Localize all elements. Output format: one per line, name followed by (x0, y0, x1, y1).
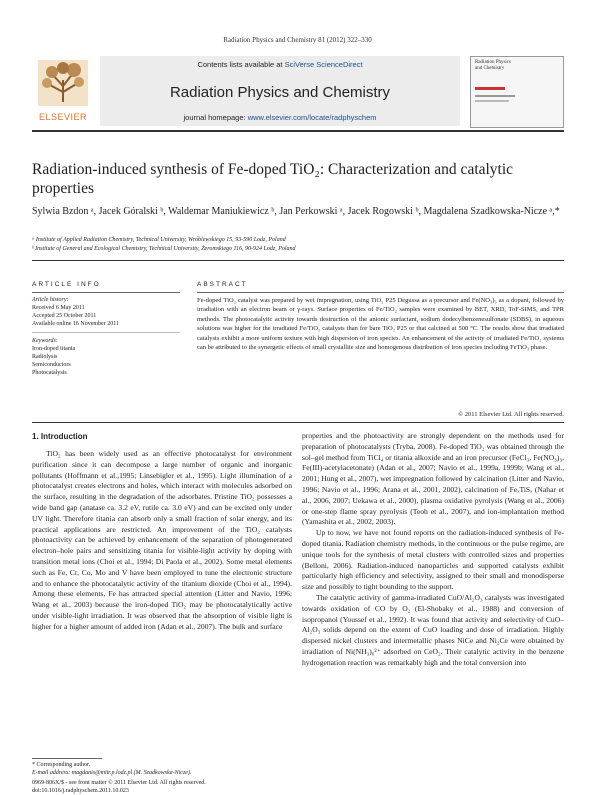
received-date: Received 6 May 2011 (32, 304, 182, 312)
keyword: Iron-doped titania (32, 345, 182, 353)
history-label: Article history: (32, 296, 182, 304)
journal-cover-thumbnail (470, 56, 564, 128)
publisher-name: ELSEVIER (32, 112, 94, 122)
info-rule (32, 292, 180, 293)
contents-line (100, 60, 460, 69)
abstract-copyright: © 2011 Elsevier Ltd. All rights reserved. (197, 411, 564, 418)
contents-prefix: Contents lists available at (197, 60, 284, 69)
issn-line: 0969-806X/$ - see front matter © 2011 Elsevier Ltd. All rights reserved. (32, 780, 332, 788)
keyword: Photocatalysis (32, 369, 182, 377)
body-column-left (32, 449, 292, 633)
issn-doi (32, 780, 332, 795)
article-info-heading: ARTICLE INFO (32, 281, 101, 288)
footnote (32, 761, 292, 777)
abstract-text: Fe-doped TiO₂ catalyst was prepared by wet impregnation, using TiO₂ P25 Degussa as a precursor and Fe(NO₃)₃ as a dopant, followed by irradiation with an electron beam or γ-rays. Surface properties of Fe/TiO₂ samples were examined by BET, XRD, ToF-SIMS, and TPR methods. The photocatalytic activity towards destruction of the anionic surfactant, sodium dodecylbenzenesulfonate (SDBS), in aqueous solutions was higher for the irradiated Fe/TiO₂ catalysts than for bare TiO₂ P25 or that calcined at 500 °C. The results show that irradiated catalysts exhibit a more uniform texture with high dispersion of iron species. An enhancement of the activity of irradiated Fe/TiO₂ systems can be attributed to the synergetic effects of small crystallite size and homogenous distribution of iron species including FeTiO₃ phase. (197, 296, 564, 352)
affiliation-b: ᵇ Institute of General and Ecological Chemistry, Technical University, Żeromskiego 116, 90-924 Lodz, Poland (32, 245, 572, 254)
abstract-rule (197, 292, 564, 293)
paragraph: TiO₂ has been widely used as an effective photocatalyst for environment purification since it can decompose a large number of organic and inorganic pollutants (Hoffmann et al.,1995; Linsebigler et al., 1995). Light illumination of a photocatalyst creates electrons and holes, which interact with molecules adsorbed on the surface, resulting in the degradation of the adsorbates. Pristine TiO₂ possesses a wide band gap (anatase ca. 3.2 eV, rutile ca. 3.0 eV) and can be excited only under UV light. Therefore titania can absorb only a small fraction of solar energy, and its practical applications are restricted. An improvement of the TiO₂ catalysts photoactivity can be achieved by enhancement of the separation of photogenerated electron–hole pairs and sensitizing titania for visible-light activity by doping with transition metal ions (Choi et al., 1994; Di Paola et al., 2002). Some metal elements such as Fe, Cr, Co, Mo and V have been employed to tune the electronic structure and to enhance the photocatalytic activity of the titanium dioxide (Choi et al., 1994). Among these elements, Fe has attracted special attention (Litter and Navio, 1996; Wang et al., 2003) because the iron-doped TiO₂ may be photocatalytically active under visible-light irradiation. It was observed that the absorption of visible light is higher for a higher amount of added iron (Adan et al., 2007). The bulk and surface (32, 449, 292, 633)
affiliations (32, 236, 572, 254)
keyword: Semiconductors (32, 361, 182, 369)
article-title: Radiation-induced synthesis of Fe-doped TiO₂: Characterization and catalytic properties (32, 160, 532, 198)
corresponding-author-note: * Corresponding author. (32, 761, 292, 769)
homepage-prefix: journal homepage: (183, 113, 247, 122)
section-heading-introduction: 1. Introduction (32, 432, 88, 441)
paragraph: properties and the photoactivity are strongly dependent on the methods used for preparation of photocatalysts (Tryba, 2008). Fe-doped TiO₂ was obtained through the sol–gel method from TiCl₄ or titania alkoxide and an iron precursor (FeCl₃, Fe(NO₃)₃, Fe(III)-acetylacetonate) (Adan et al., 2007; Navio et al., 1999a, 1999b; Wang et al., 2001; Hung et al., 2007), wet impregnation followed by calcination (Litter and Navio, 1996; Navio et al., 1996; Arana et al., 2001, 2002), calcination of FeₓTiSₓ (Nahar et al., 2006, 2007; Uekawa et al., 2000), plasma oxidative pyrolysis (Wang et al., 2006) or one-step flame spray pyrolysis (Teoh et al., 2007), and ion-implantation method (Yamashita et al., 2002, 2003). (302, 431, 564, 528)
affiliation-a: ᵃ Institute of Applied Radiation Chemistry, Technical University, Wróblewskiego 15, 93-590 Lodz, Poland (32, 236, 572, 245)
email-note: E-mail address: magdanis@mitr.p.lodz.pl (M. Szadkowska-Nicze). (32, 769, 292, 777)
cover-line (475, 95, 515, 97)
keywords-label: Keywords: (32, 337, 182, 345)
doi-line: doi:10.1016/j.radphyschem.2011.10.023 (32, 788, 332, 795)
section-rule (32, 260, 564, 261)
body-column-right (302, 431, 564, 669)
keyword: Radiolysis (32, 353, 182, 361)
paragraph: The catalytic activity of gamma-irradiated CuO/Al₂O₃ catalysts was investigated towards oxidation of CO by O₂ (El-Shobaky et al., 1988) and conversion of isopropanol (Youssef et al., 1992). It was found that activity and selectivity of CuO–Al₂O₃ solids depend on the extent of CuO loading and dose of irradiation. Highly dispersed nickel clusters and intermetallic phases NiCe and Ni₂Ce were obtained by irradiation of Ni(NH₃)₆²⁺ adsorbed on CeO₂. Their catalytic activity in the benzene hydrogenation reaction was remarkably high and the total conversion into (302, 593, 564, 669)
cover-title: Radiation Physics and Chemistry (475, 60, 515, 72)
footnote-rule (32, 758, 102, 759)
article-history (32, 296, 182, 328)
keywords (32, 337, 182, 377)
homepage-link[interactable]: www.elsevier.com/locate/radphyschem (248, 113, 377, 122)
paragraph: Up to now, we have not found reports on the radiation-induced synthesis of Fe-doped titania. Radiation chemistry methods, in the continuous or the pulse regime, are unique tools for the synthesis of metal clusters with controlled sizes and properties (Belloni, 2006). Radiation-induced nanoparticles and supported catalysts exhibit particularly high efficiency and selectivity, assigned to their small and monodisperse size and possibly to tight bounding to the support. (302, 528, 564, 593)
cover-line (475, 100, 509, 102)
info-divider (32, 332, 180, 333)
sciencedirect-link[interactable]: SciVerse ScienceDirect (285, 60, 363, 69)
accepted-date: Accepted 25 October 2011 (32, 312, 182, 320)
author-list: Sylwia Bzdon ᵃ, Jacek Góralski ᵇ, Waldemar Maniukiewicz ᵇ, Jan Perkowski ᵃ, Jacek Rogowski ᵇ, Magdalena Szadkowska-Nicze ᵃ,* (32, 205, 572, 219)
header-rule (32, 130, 564, 132)
abstract-heading: ABSTRACT (197, 281, 248, 288)
cover-stripe (475, 87, 505, 90)
running-head[interactable]: Radiation Physics and Chemistry 81 (2012) 322–330 (0, 36, 595, 44)
homepage-line (100, 113, 460, 122)
online-date: Available online 16 November 2011 (32, 320, 182, 328)
section-rule (32, 422, 564, 423)
journal-title: Radiation Physics and Chemistry (100, 84, 460, 101)
elsevier-logo (32, 56, 94, 124)
